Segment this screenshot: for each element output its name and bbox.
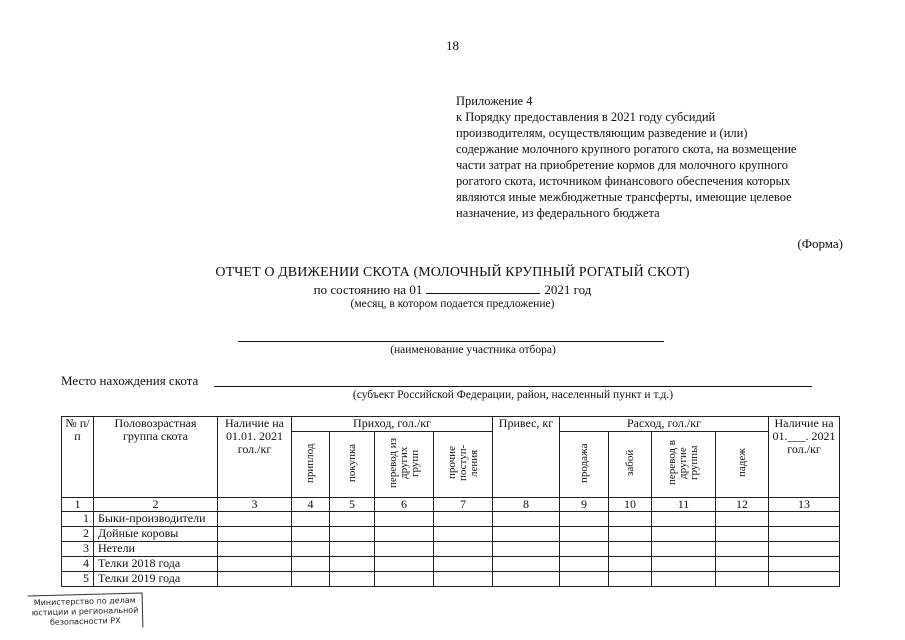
table-cell[interactable] (292, 557, 330, 572)
table-cell[interactable] (560, 512, 609, 527)
table-cell[interactable] (716, 542, 769, 557)
month-blank-field[interactable] (426, 282, 540, 294)
col-number: 11 (652, 498, 716, 512)
table-row (62, 542, 840, 557)
header-income-sub: покупка (330, 432, 375, 498)
row-num: 2 (62, 527, 94, 542)
table-cell[interactable] (769, 557, 840, 572)
table-cell[interactable] (769, 572, 840, 587)
appendix-block (456, 93, 876, 221)
row-num: 4 (62, 557, 94, 572)
col-number: 1 (62, 498, 94, 512)
row-group: Быки-производители (94, 512, 218, 527)
appendix-line: содержание молочного крупного рогатого скота, на возмещение (456, 142, 797, 156)
table-cell[interactable] (218, 572, 292, 587)
header-expense-sub: забой (609, 432, 652, 498)
table-cell[interactable] (292, 527, 330, 542)
appendix-line: Приложение 4 (456, 94, 533, 108)
table-cell[interactable] (560, 572, 609, 587)
table-cell[interactable] (292, 572, 330, 587)
header-end: Наличие на 01.___. 2021 гол./кг (769, 417, 840, 498)
appendix-line: рогатого скота, источником финансового обеспечения которых (456, 174, 791, 188)
table-cell[interactable] (560, 527, 609, 542)
table-cell[interactable] (652, 542, 716, 557)
table-cell[interactable] (493, 542, 560, 557)
row-num: 5 (62, 572, 94, 587)
row-group: Дойные коровы (94, 527, 218, 542)
table-cell[interactable] (769, 527, 840, 542)
table-cell[interactable] (609, 512, 652, 527)
table-cell[interactable] (560, 557, 609, 572)
table-cell[interactable] (609, 542, 652, 557)
location-hint: (субъект Российской Федерации, район, населенный пункт и т.д.) (352, 389, 674, 401)
table-cell[interactable] (375, 572, 434, 587)
table-cell[interactable] (609, 572, 652, 587)
table-cell[interactable] (434, 527, 493, 542)
col-number: 12 (716, 498, 769, 512)
table-cell[interactable] (434, 512, 493, 527)
table-cell[interactable] (652, 572, 716, 587)
table-cell[interactable] (716, 572, 769, 587)
month-hint: (месяц, в котором подается предложение) (350, 298, 555, 310)
header-gain: Привес, кг (493, 417, 560, 498)
table-cell[interactable] (292, 542, 330, 557)
table-cell[interactable] (493, 512, 560, 527)
header-income-sub: приплод (292, 432, 330, 498)
appendix-line: части затрат на приобретение кормов для молочного крупного (456, 158, 789, 172)
table-cell[interactable] (716, 527, 769, 542)
table-row (62, 527, 840, 542)
table-cell[interactable] (330, 557, 375, 572)
table-cell[interactable] (375, 527, 434, 542)
date-prefix: по состоянию на 01 (313, 282, 423, 297)
header-group: Половозрастная группа скота (94, 417, 218, 498)
date-suffix: 2021 год (544, 282, 592, 297)
table-cell[interactable] (609, 527, 652, 542)
col-number: 6 (375, 498, 434, 512)
col-number: 3 (218, 498, 292, 512)
table-row (62, 572, 840, 587)
table-cell[interactable] (716, 557, 769, 572)
table-cell[interactable] (493, 527, 560, 542)
report-date (0, 282, 905, 298)
col-number: 8 (493, 498, 560, 512)
appendix-line: назначение, из федерального бюджета (456, 206, 660, 220)
table-cell[interactable] (716, 512, 769, 527)
col-number: 7 (434, 498, 493, 512)
location-label: Место нахождения скота (61, 373, 199, 388)
table-cell[interactable] (652, 557, 716, 572)
table-cell[interactable] (769, 512, 840, 527)
table-cell[interactable] (493, 572, 560, 587)
registration-stamp (28, 593, 144, 631)
table-cell[interactable] (769, 542, 840, 557)
col-number: 4 (292, 498, 330, 512)
table-cell[interactable] (292, 512, 330, 527)
table-cell[interactable] (493, 557, 560, 572)
row-num: 3 (62, 542, 94, 557)
table-cell[interactable] (330, 527, 375, 542)
participant-hint: (наименование участника отбора) (390, 344, 556, 356)
appendix-line: производителям, осуществляющим разведение и (или) (456, 126, 748, 140)
table-cell[interactable] (218, 512, 292, 527)
header-income-sub: перевод из других групп (375, 432, 434, 498)
table-cell[interactable] (375, 512, 434, 527)
row-num: 1 (62, 512, 94, 527)
header-income-sub: прочие поступ-ления (434, 432, 493, 498)
stamp-line: юстиции и региональной (31, 605, 139, 618)
table-row (62, 512, 840, 527)
table-cell[interactable] (218, 557, 292, 572)
table-cell[interactable] (434, 572, 493, 587)
table-cell[interactable] (652, 512, 716, 527)
appendix-line: являются иные межбюджетные трансферты, имеющие целевое (456, 190, 792, 204)
appendix-line: к Порядку предоставления в 2021 году субсидий (456, 110, 716, 124)
location-field[interactable] (214, 386, 812, 387)
col-number: 10 (609, 498, 652, 512)
column-numbers-row (62, 498, 840, 512)
header-expense-sub: перевод в другие группы (652, 432, 716, 498)
livestock-table (61, 416, 840, 587)
table-row (62, 557, 840, 572)
table-cell[interactable] (434, 542, 493, 557)
header-start: Наличие на 01.01. 2021 гол./кг (218, 417, 292, 498)
table-cell[interactable] (434, 557, 493, 572)
table-cell[interactable] (609, 557, 652, 572)
report-title: ОТЧЕТ О ДВИЖЕНИИ СКОТА (МОЛОЧНЫЙ КРУПНЫЙ РОГАТЫЙ СКОТ) (215, 265, 690, 280)
row-group: Нетели (94, 542, 218, 557)
table-cell[interactable] (330, 542, 375, 557)
page-number: 18 (446, 38, 459, 53)
col-number: 13 (769, 498, 840, 512)
col-number: 9 (560, 498, 609, 512)
stamp-line: безопасности РХ (49, 616, 121, 627)
form-label: (Форма) (797, 236, 843, 251)
col-number: 5 (330, 498, 375, 512)
header-num: № п/п (62, 417, 94, 498)
table-cell[interactable] (330, 512, 375, 527)
row-group: Телки 2018 года (94, 557, 218, 572)
header-expense-sub: падеж (716, 432, 769, 498)
header-income: Приход, гол./кг (292, 417, 493, 432)
row-group: Телки 2019 года (94, 572, 218, 587)
table-cell[interactable] (330, 572, 375, 587)
table-cell[interactable] (652, 527, 716, 542)
col-number: 2 (94, 498, 218, 512)
table-cell[interactable] (375, 557, 434, 572)
header-expense-sub: продажа (560, 432, 609, 498)
table-cell[interactable] (218, 542, 292, 557)
header-expense: Расход, гол./кг (560, 417, 769, 432)
table-cell[interactable] (218, 527, 292, 542)
table-cell[interactable] (375, 542, 434, 557)
participant-name-field[interactable] (238, 341, 664, 342)
table-cell[interactable] (560, 542, 609, 557)
stamp-line: Министерство по делам (33, 595, 136, 608)
